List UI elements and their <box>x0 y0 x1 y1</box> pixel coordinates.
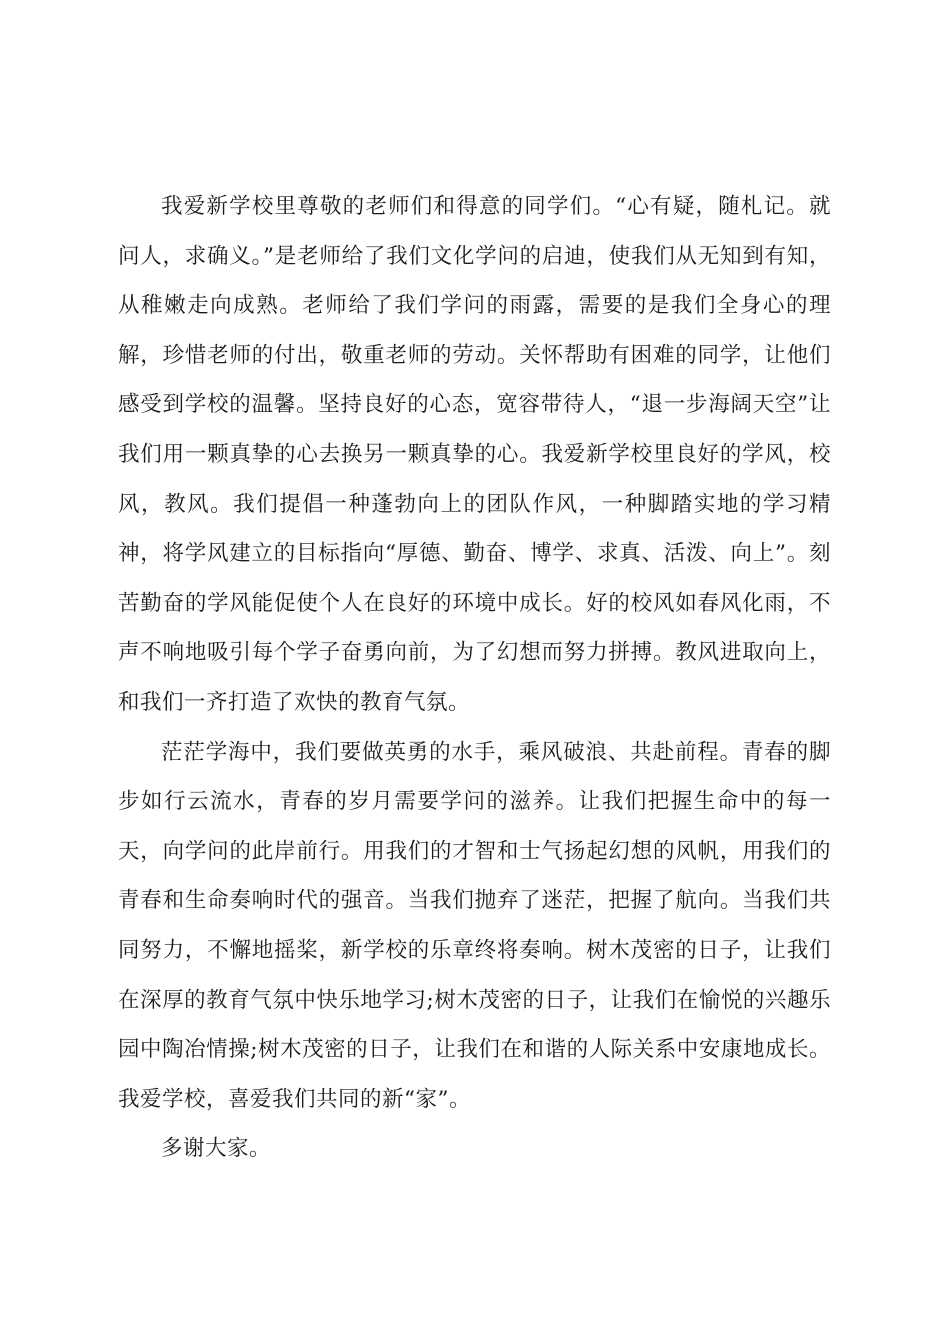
paragraph-1: 我爱新学校里尊敬的老师们和得意的同学们。“心有疑，随札记。就问人，求确义。”是老师给了我们文化学问的启迪，使我们从无知到有知，从稚嫩走向成熟。老师给了我们学问的雨露，需要的是我们全身心的理解，珍惜老师的付出，敬重老师的劳动。关怀帮助有困难的同学，让他们感受到学校的温馨。坚持良好的心态，宽容带待人，“退一步海阔天空”让我们用一颗真挚的心去换另一颗真挚的心。我爱新学校里良好的学风，校风，教风。我们提倡一种蓬勃向上的团队作风，一种脚踏实地的学习精神，将学风建立的目标指向“厚德、勤奋、博学、求真、活泼、向上”。刻苦勤奋的学风能促使个人在良好的环境中成长。好的校风如春风化雨，不声不响地吸引每个学子奋勇向前，为了幻想而努力拼搏。教风进取向上，和我们一齐打造了欢快的教育气氛。 <box>118 194 831 715</box>
paragraph-3: 多谢大家。 <box>161 1136 272 1162</box>
paragraph-2: 茫茫学海中，我们要做英勇的水手，乘风破浪、共赴前程。青春的脚步如行云流水，青春的岁月需要学问的滋养。让我们把握生命中的每一天，向学问的此岸前行。用我们的才智和士气扬起幻想的风帆，用我们的青春和生命奏响时代的强音。当我们抛弃了迷茫，把握了航向。当我们共同努力，不懈地摇桨，新学校的乐章终将奏响。树木茂密的日子，让我们在深厚的教育气氛中快乐地学习;树木茂密的日子，让我们在愉悦的兴趣乐园中陶冶情操;树木茂密的日子，让我们在和谐的人际关系中安康地成长。我爱学校，喜爱我们共同的新“家”。 <box>118 739 831 1112</box>
document-body <box>118 182 831 1174</box>
